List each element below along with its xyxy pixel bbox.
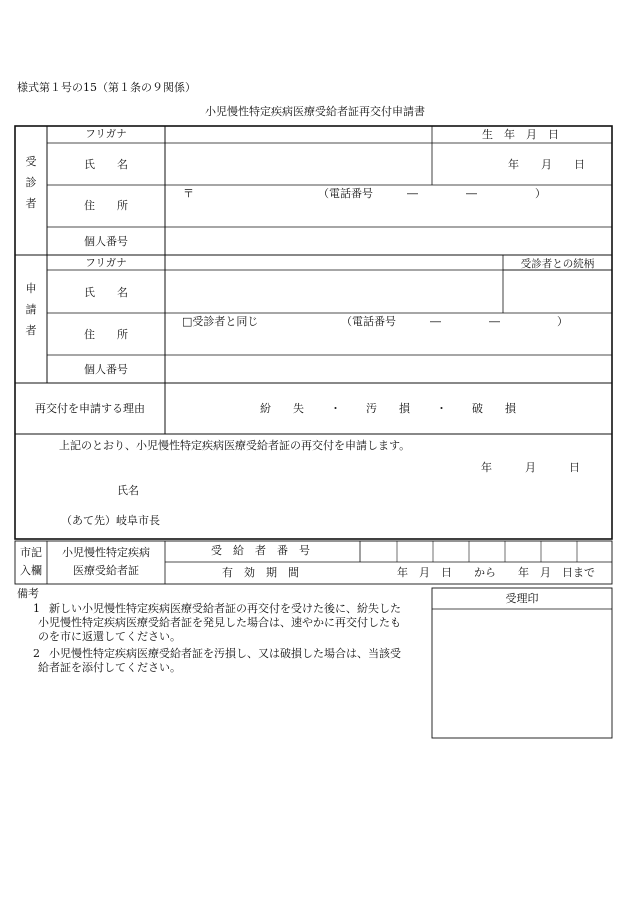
reason-lost[interactable]: 紛 失 xyxy=(260,402,304,415)
note-2-line-1: 小児慢性特定疾病医療受給者証を汚損し、又は破損した場合は、当該受 xyxy=(49,647,401,660)
form-number: 様式第１号の15（第１条の９関係） xyxy=(17,81,196,94)
declaration-date: 年 月 日 xyxy=(481,461,580,474)
recipient-number-label: 受 給 者 番 号 xyxy=(211,544,310,557)
reason-separator-2: ・ xyxy=(436,402,447,415)
patient-furigana-label: フリガナ xyxy=(85,128,127,140)
reason-damaged[interactable]: 破 損 xyxy=(472,402,516,415)
declaration-name-label: 氏名 xyxy=(117,484,139,497)
applicant-name-label: 氏 名 xyxy=(84,286,128,299)
stamp-label: 受理印 xyxy=(505,592,539,605)
patient-age-label: 年 月 日 xyxy=(508,158,585,171)
patient-phone-label: （電話番号 xyxy=(318,187,373,200)
stamp-box-border xyxy=(432,588,612,738)
applicant-mynumber-label: 個人番号 xyxy=(84,363,128,376)
patient-phone-close: ） xyxy=(535,187,546,200)
patient-birth-label: 生 年 月 日 xyxy=(482,128,559,141)
same-as-patient-checkbox[interactable]: □受診者と同じ xyxy=(182,315,259,328)
patient-name-label: 氏 名 xyxy=(84,158,128,171)
reason-label: 再交付を申請する理由 xyxy=(35,402,145,415)
city-label-line2: 入欄 xyxy=(20,564,42,577)
patient-section-label: 受 診 者 xyxy=(25,155,37,210)
validity-value: 年 月 日 から 年 月 日まで xyxy=(397,566,595,579)
note-1-line-2: 小児慢性特定疾病医療受給者証を発見した場合は、速やかに再交付したも xyxy=(38,616,401,629)
relation-label: 受診者との続柄 xyxy=(520,258,595,270)
city-label-line1: 市記 xyxy=(20,546,42,559)
applicant-phone-close: ） xyxy=(557,315,568,328)
declaration-text: 上記のとおり、小児慢性特定疾病医療受給者証の再交付を申請します。 xyxy=(59,439,411,452)
reason-soiled[interactable]: 汚 損 xyxy=(366,402,410,415)
patient-address-label: 住 所 xyxy=(84,199,128,212)
applicant-furigana-label: フリガナ xyxy=(85,257,127,269)
note-1-number: 1 xyxy=(33,602,40,615)
postal-mark: 〒 xyxy=(183,187,194,200)
reason-separator-1: ・ xyxy=(330,402,341,415)
addressee: （あて先）岐阜市長 xyxy=(61,514,160,527)
applicant-address-label: 住 所 xyxy=(84,328,128,341)
cert-label-line1: 小児慢性特定疾病 xyxy=(62,546,150,559)
note-1-line-3: のを市に返還してください。 xyxy=(38,630,181,643)
form-title: 小児慢性特定疾病医療受給者証再交付申請書 xyxy=(205,105,425,118)
note-2-number: 2 xyxy=(33,647,40,660)
patient-mynumber-label: 個人番号 xyxy=(84,235,128,248)
patient-phone-dash1: ― xyxy=(407,187,418,200)
notes-heading: 備考 xyxy=(17,587,39,600)
patient-phone-dash2: ― xyxy=(466,187,477,200)
note-1-line-1: 新しい小児慢性特定疾病医療受給者証の再交付を受けた後に、紛失した xyxy=(49,602,401,615)
note-2-line-2: 給者証を添付してください。 xyxy=(38,661,181,674)
cert-label-line2: 医療受給者証 xyxy=(73,564,139,577)
validity-label: 有 効 期 間 xyxy=(222,566,299,579)
applicant-phone-label: （電話番号 xyxy=(341,315,396,328)
applicant-section-label: 申 請 者 xyxy=(25,282,37,337)
applicant-phone-dash1: ― xyxy=(430,315,441,328)
applicant-phone-dash2: ― xyxy=(489,315,500,328)
